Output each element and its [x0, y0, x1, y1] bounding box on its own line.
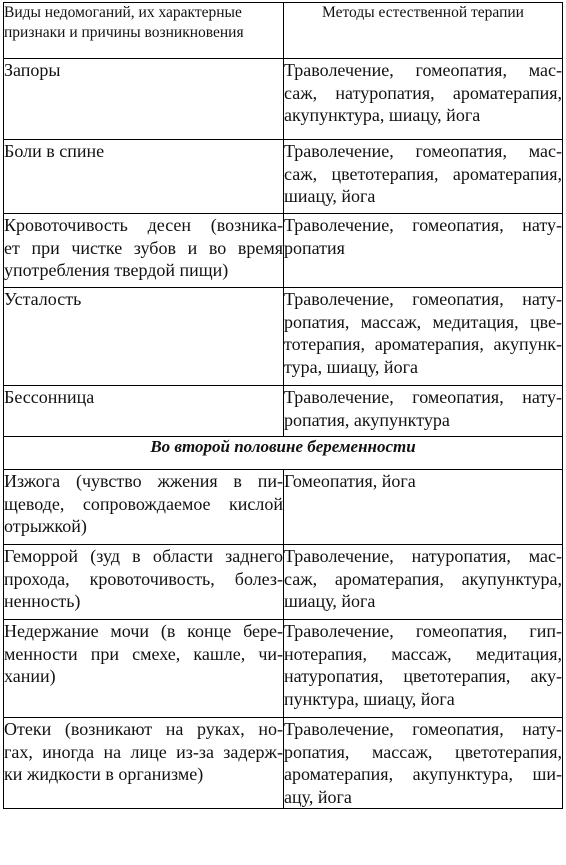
- symptom-cell: [4, 470, 284, 545]
- header-symptoms: [4, 3, 284, 59]
- header-row: [4, 3, 563, 59]
- cell-line: ароматерапия, акупунктура, ши-: [284, 764, 562, 785]
- cell-line: прохода, кровоточивость, болез-: [4, 568, 283, 589]
- cell-line: ропатия, массаж, медитация, цве-: [284, 311, 562, 332]
- table-row: [4, 620, 563, 718]
- therapy-cell: [284, 545, 563, 620]
- symptom-cell: [4, 140, 284, 214]
- cell-line: употребления твердой пищи): [4, 260, 229, 281]
- cell-line: акупунктура, шиацу, йога: [284, 105, 481, 126]
- header-symptoms-line: признаки и причины возникновения: [4, 24, 244, 41]
- symptom-cell: [4, 386, 284, 437]
- cell-line: менности при смехе, кашле, чи-: [4, 643, 283, 664]
- therapy-cell: [284, 718, 563, 809]
- cell-line: Траволечение, натуропатия, мас-: [284, 546, 562, 566]
- cell-line: Недержание мочи (в конце бере-: [4, 621, 283, 641]
- section-row: [4, 437, 563, 470]
- header-symptoms-line: Виды недомоганий, их характерные: [4, 4, 242, 21]
- cell-line: Боли в спине: [4, 141, 105, 161]
- cell-line: саж, ароматерапия, акупунктура,: [284, 568, 562, 589]
- cell-line: Геморрой (зуд в области заднего: [4, 546, 283, 566]
- cell-line: отрыжкой): [4, 516, 87, 537]
- cell-line: щеводе, сопровождаемое кислой: [4, 493, 283, 514]
- symptom-cell: [4, 620, 284, 718]
- therapy-cell: [284, 214, 563, 288]
- cell-line: ропатия, массаж, цветотерапия,: [284, 741, 562, 762]
- table-row: [4, 718, 563, 809]
- therapy-cell: [284, 386, 563, 437]
- table-row: [4, 288, 563, 386]
- symptom-cell: [4, 59, 284, 140]
- cell-line: Траволечение, гомеопатия, нату-: [284, 387, 562, 407]
- therapy-table: [3, 2, 563, 809]
- cell-line: Траволечение, гомеопатия, гип-: [284, 621, 562, 641]
- symptom-cell: [4, 214, 284, 288]
- therapy-cell: [284, 620, 563, 718]
- cell-line: саж, цветотерапия, ароматерапия,: [284, 163, 562, 184]
- cell-line: ацу, йога: [284, 786, 352, 807]
- symptom-cell: [4, 288, 284, 386]
- cell-line: Запоры: [4, 60, 61, 80]
- cell-line: ропатия: [284, 237, 345, 258]
- cell-line: Усталость: [4, 289, 82, 309]
- therapy-cell: [284, 470, 563, 545]
- table-row: [4, 470, 563, 545]
- table-row: [4, 214, 563, 288]
- cell-line: тотерапия, ароматерапия, акупунк-: [284, 334, 562, 355]
- cell-line: ненность): [4, 591, 81, 612]
- cell-line: саж, натуропатия, ароматерапия,: [284, 82, 562, 103]
- cell-line: гах, иногда на лице из-за задерж-: [4, 741, 283, 762]
- section-title: Во второй половине беременности: [4, 437, 563, 470]
- table-row: [4, 59, 563, 140]
- cell-line: ропатия, акупунктура: [284, 409, 450, 430]
- table-row: [4, 140, 563, 214]
- cell-line: Траволечение, гомеопатия, нату-: [284, 289, 562, 309]
- cell-line: пунктура, шиацу, йога: [284, 688, 455, 709]
- cell-line: Траволечение, гомеопатия, нату-: [284, 719, 562, 739]
- cell-line: тура, шиацу, йога: [284, 356, 418, 377]
- table-row: [4, 545, 563, 620]
- cell-line: Бессонница: [4, 387, 95, 407]
- header-therapy: Методы естественной терапии: [284, 3, 563, 59]
- cell-line: натуропатия, цветотерапия, аку-: [284, 666, 562, 687]
- cell-line: нотерапия, массаж, медитация,: [284, 643, 562, 664]
- therapy-cell: [284, 288, 563, 386]
- symptom-cell: [4, 718, 284, 809]
- cell-line: ет при чистке зубов и во время: [4, 237, 283, 258]
- cell-line: Траволечение, гомеопатия, нату-: [284, 215, 562, 235]
- cell-line: Кровоточивость десен (возника-: [4, 215, 283, 235]
- cell-line: шиацу, йога: [284, 591, 376, 612]
- table-row: [4, 386, 563, 437]
- cell-line: ки жидкости в организме): [4, 764, 204, 785]
- therapy-cell: [284, 59, 563, 140]
- cell-line: Траволечение, гомеопатия, мас-: [284, 141, 562, 161]
- cell-line: Отеки (возникают на руках, но-: [4, 719, 283, 739]
- cell-line: Изжога (чувство жжения в пи-: [4, 471, 283, 491]
- cell-line: шиацу, йога: [284, 186, 376, 207]
- cell-line: Траволечение, гомеопатия, мас-: [284, 60, 562, 80]
- therapy-cell: [284, 140, 563, 214]
- cell-line: хании): [4, 666, 56, 687]
- symptom-cell: [4, 545, 284, 620]
- cell-line: Гомеопатия, йога: [284, 471, 416, 491]
